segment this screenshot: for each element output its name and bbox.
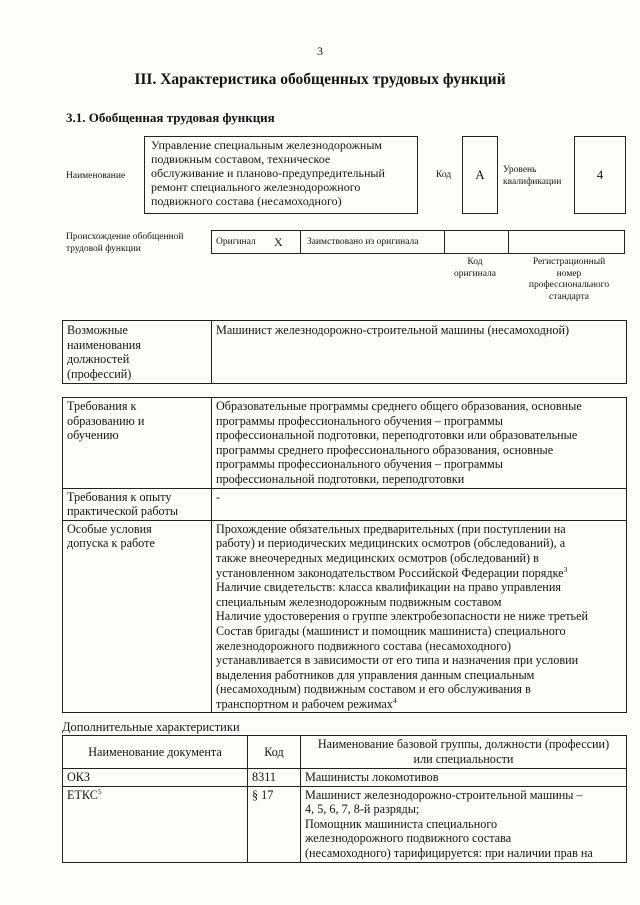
special-conditions-label: Особые условия допуска к работе xyxy=(63,520,212,713)
row-name: Машинисты локомотивов xyxy=(301,769,627,787)
subsection-title: 3.1. Обобщенная трудовая функция xyxy=(66,110,275,125)
name-label: Наименование xyxy=(66,171,126,181)
origin-divider xyxy=(444,231,445,253)
code-original-caption: Код оригинала xyxy=(454,257,496,279)
origin-divider xyxy=(300,231,301,253)
footnote-4: 4 xyxy=(392,695,397,705)
code-value-box xyxy=(462,136,498,214)
origin-divider xyxy=(508,231,509,253)
section-title: III. Характеристика обобщенных трудовых функций xyxy=(134,71,506,88)
qualification-level-value: 4 xyxy=(596,167,604,182)
function-name-box xyxy=(144,136,418,214)
footnote-3: 3 xyxy=(563,564,568,574)
additional-caption: Дополнительные характеристики xyxy=(62,720,240,734)
header-code: Код xyxy=(248,736,301,769)
additional-table xyxy=(62,735,627,863)
function-name-line: ремонт специального железнодорожного xyxy=(151,180,361,194)
function-name-line: Управление специальным железнодорожным xyxy=(151,138,382,152)
function-name-line: подвижного состава (несамоходного) xyxy=(151,194,342,208)
function-name-line: подвижным составом, техническое xyxy=(151,152,331,166)
code-value: А xyxy=(475,167,485,182)
education-value: Образовательные программы среднего общего образования, основные программы профессионального обучения – программы профессиональной подготовки, переподготовки или образовательные программы среднего профессионального образования, основные программы профессионального обучения – программы профессиональной подготовки, переподготовки xyxy=(212,398,627,489)
borrowed-label: Заимствовано из оригинала xyxy=(307,237,419,247)
requirements-table xyxy=(62,397,627,713)
row-doc: ОКЗ xyxy=(63,769,248,787)
origin-row xyxy=(211,230,625,254)
code-label: Код xyxy=(436,170,452,180)
row-name: Машинист железнодорожно-строительной машины – 4, 5, 6, 7, 8-й разряды; Помощник машиниста специального железнодорожного подвижного состава (несамоходного) тарифицируется: при наличии прав на xyxy=(301,786,627,862)
table-row xyxy=(63,769,627,787)
experience-label: Требования к опыту практической работы xyxy=(63,488,212,520)
function-name-line: обслуживание и планово-предупредительный xyxy=(151,166,385,180)
row-code: 8311 xyxy=(248,769,301,787)
possible-positions-table xyxy=(62,320,627,384)
experience-value: - xyxy=(212,488,627,520)
qualification-level-box xyxy=(574,136,626,214)
qualification-level-label: Уровень квалификации xyxy=(503,165,562,187)
original-mark: X xyxy=(274,235,283,249)
row-code: § 17 xyxy=(248,786,301,862)
origin-label: Происхождение обобщенной трудовой функции xyxy=(66,232,184,254)
header-doc: Наименование документа xyxy=(63,736,248,769)
header-name: Наименование базовой группы, должности (профессии) или специальности xyxy=(301,736,627,769)
education-label: Требования к образованию и обучению xyxy=(63,398,212,489)
reg-number-caption: Регистрационный номер профессионального стандарта xyxy=(528,257,610,302)
row-doc: ЕТКС$^5$ xyxy=(63,786,248,862)
original-label: Оригинал xyxy=(216,237,256,247)
possible-positions-label: Возможные наименования должностей (профессий) xyxy=(63,321,212,384)
table-row xyxy=(63,786,627,862)
footnote-5: 5 xyxy=(97,786,102,796)
special-conditions-value: Прохождение обязательных предварительных (при поступлении на работу) и периодических медицинских осмотров (обследований), а также внеочередных медицинских осмотров (обследований) в установленном законодательством Российской Федерации порядке$^3$ Наличие свидетельств: класса квалификации на право управления специальным железнодорожным подвижным составом Наличие удостоверения о группе электробезопасности не ниже третьей Состав бригады (машинист и помощник машиниста) специального железнодорожного подвижного состава (несамоходного) устанавливается в зависимости от его типа и назначения при условии выделения работников для управления данным специальным (несамоходным) подвижным составом и его обслуживания в транспортном и рабочем режимах$^4$ xyxy=(212,520,627,713)
possible-positions-value: Машинист железнодорожно-строительной машины (несамоходной) xyxy=(212,321,627,384)
page-number: 3 xyxy=(317,44,323,58)
